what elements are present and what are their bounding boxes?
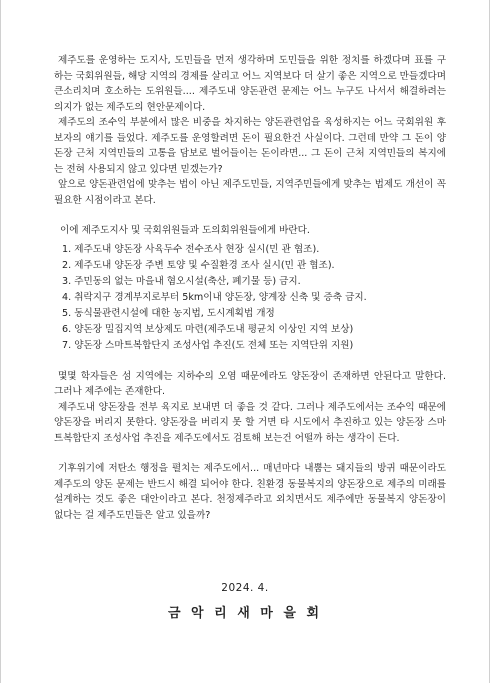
request-item: 4. 취락지구 경계부지로부터 5km이내 양돈장, 양계장 신축 및 증축 금지.	[62, 291, 367, 303]
document-date: 2024. 4.	[221, 582, 269, 594]
request-item: 5. 동식물관련시설에 대한 농지법, 도시계획법 개정	[62, 307, 275, 319]
request-item: 6. 양돈장 밀집지역 보상제도 마련(제주도내 평균치 이상인 지역 보상)	[62, 323, 354, 335]
paragraph: 기후위기에 저탄소 행정을 펼치는 제주도에서... 매년마다 내뿜는 돼지들의 방귀 때문이라도 제주도의 양돈 문제는 반드시 해결 되어야 한다. 친환경 동물복지의 양돈장으로 제주의 미래를 설계하는 것도 좋은 대안이라고 본다. 천정제주라고 외치면서도 제주에만 동물복지 양돈장이 없다는 걸 제주도민들은 알고 있을까?	[54, 463, 446, 521]
request-list	[54, 242, 446, 354]
request-item: 1. 제주도내 양돈장 사육두수 전수조사 현장 실시(민 관 협조).	[62, 243, 320, 255]
request-item: 7. 양돈장 스마트복합단지 조성사업 추진(도 전체 또는 지역단위 지원)	[62, 339, 354, 351]
paragraph: 제주도를 운영하는 도지사, 도민들을 먼저 생각하며 도민들을 위한 정치를 하겠다며 표를 구하는 국회위원들, 해당 지역의 경제를 살리고 어느 지역보다 더 살기 좋은 지역으로 만들겠다며 큰소리치며 호소하는 도위원들.... 제주도내 양돈관련 문제는 어느 누구도 나서서 해결하려는 의지가 없는 제주도의 현안문제이다.	[54, 55, 446, 113]
request-intro: 이에 제주도지사 및 국회위원들과 도의회위원들에게 바란다.	[60, 225, 310, 236]
document-body	[54, 53, 446, 523]
request-item: 3. 주민동의 없는 마을내 혐오시설(축산, 폐기물 등) 금지.	[62, 275, 301, 287]
document-signer: 금 악 리 새 마 을 회	[167, 606, 323, 621]
paragraph: 제주도의 조수익 부분에서 많은 비중을 차지하는 양돈관련업을 육성하지는 어느 국회위원 후보자의 얘기를 들었다. 제주도를 운영할려면 돈이 필요한건 사실이다. 그런데 만약 그 돈이 양돈장 근처 지역민들의 고통을 담보로 벌어들이는 돈이라면... 그 돈이 근처 지역민들의 복지에는 전혀 사용되지 않고 있다면 믿겠는가?	[54, 117, 446, 175]
request-item: 2. 제주도내 양돈장 주변 토양 및 수질환경 조사 실시(민 관 협조).	[62, 259, 335, 271]
paragraph: 앞으로 양돈관련업에 맞추는 법이 아닌 제주도민들, 지역주민들에게 맞추는 법제도 개선이 꼭 필요한 시점이라고 본다.	[54, 179, 446, 206]
paragraph: 몇몇 학자들은 섬 지역에는 지하수의 오염 때문에라도 양돈장이 존재하면 안된다고 말한다. 그러나 제주에는 존재한다.	[54, 370, 446, 397]
paragraph: 제주도내 양돈장을 전부 육지로 보내면 더 좋을 것 같다. 그러나 제주도에서는 조수익 때문에 양돈장을 버리지 못한다. 양돈장을 버리지 못 할 거면 타 시도에서 추진하고 있는 양돈장 스마트복합단지 조성사업 추진을 제주도에서도 검토해 보는건 어떨까 하는 생각이 든다.	[54, 401, 446, 444]
